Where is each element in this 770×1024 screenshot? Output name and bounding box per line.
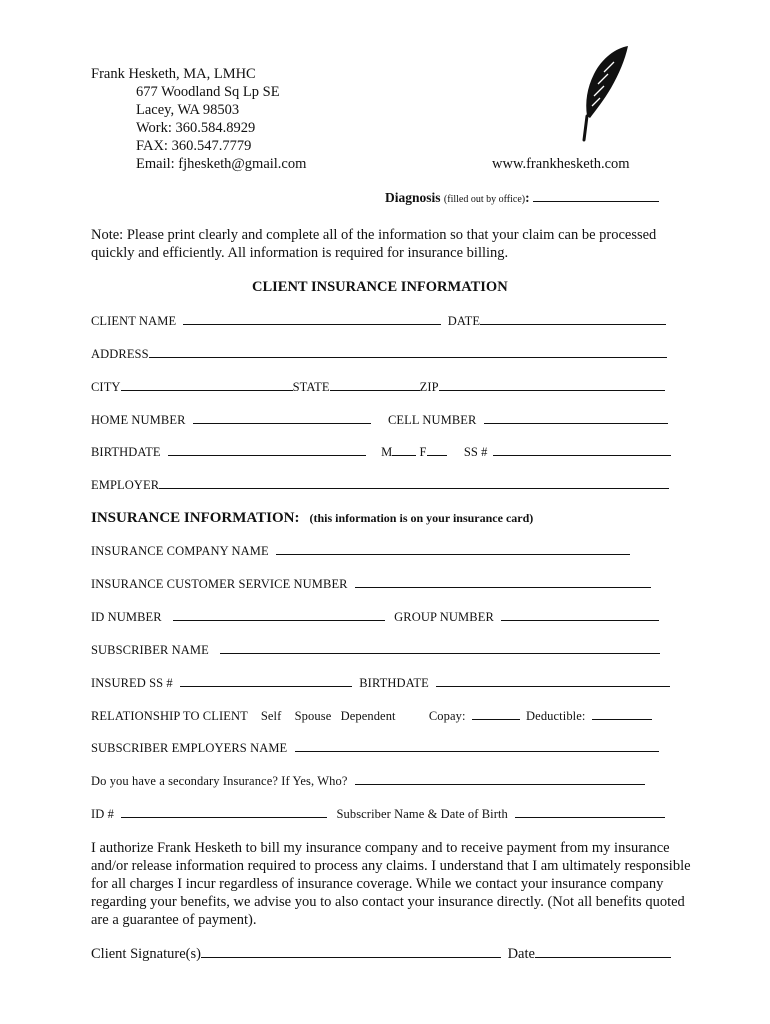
subscriber-employer-field[interactable] (295, 740, 659, 752)
fax-number: FAX: 360.547.7779 (136, 138, 252, 154)
city-label: CITY (91, 380, 121, 394)
client-name-row (91, 313, 666, 329)
deductible-field[interactable] (592, 708, 652, 720)
copay-field[interactable] (472, 708, 520, 720)
male-field[interactable] (392, 444, 416, 456)
deductible-label: Deductible: (526, 709, 586, 723)
subscriber-birthdate-field[interactable] (436, 675, 670, 687)
subscriber-employer-label: SUBSCRIBER EMPLOYERS NAME (91, 741, 288, 755)
male-label: M (381, 445, 393, 459)
client-section-title: CLIENT INSURANCE INFORMATION (252, 279, 508, 295)
diagnosis-sublabel: (filled out by office) (443, 194, 526, 205)
secondary-subscriber-field[interactable] (515, 806, 665, 818)
insurance-company-row (91, 543, 630, 559)
date-label: DATE (447, 314, 481, 328)
birthdate-row (91, 444, 671, 460)
insurance-subtitle: (this information is on your insurance card) (309, 511, 534, 525)
signature-field[interactable] (201, 944, 501, 958)
id-number-field[interactable] (173, 609, 385, 621)
date-field[interactable] (480, 313, 666, 325)
subscriber-birthdate-label: BIRTHDATE (359, 676, 429, 690)
customer-service-label: INSURANCE CUSTOMER SERVICE NUMBER (91, 577, 348, 591)
diagnosis-line (385, 190, 659, 206)
relationship-dependent-option[interactable]: Dependent (340, 709, 396, 723)
cell-number-field[interactable] (484, 412, 668, 424)
secondary-subscriber-label: Subscriber Name & Date of Birth (336, 807, 508, 821)
relationship-self-option[interactable]: Self (260, 709, 282, 723)
birthdate-field[interactable] (168, 444, 366, 456)
note-text: Note: Please print clearly and complete all of the information so that your claim can be processed quickly and efficiently. All information is required for insurance billing. (91, 227, 657, 261)
copay-label: Copay: (428, 709, 466, 723)
insurance-company-field[interactable] (276, 543, 630, 555)
email: Email: fjhesketh@gmail.com (136, 156, 307, 172)
signature-date-field[interactable] (535, 944, 671, 958)
city-field[interactable] (121, 379, 293, 391)
diagnosis-colon: : (525, 190, 530, 205)
birthdate-label: BIRTHDATE (91, 445, 161, 459)
cell-number-label: CELL NUMBER (387, 413, 477, 427)
address-line-1: 677 Woodland Sq Lp SE (136, 84, 280, 100)
subscriber-name-label: SUBSCRIBER NAME (91, 643, 209, 657)
id-group-row (91, 609, 659, 625)
signature-date-label: Date (507, 946, 535, 962)
group-number-field[interactable] (501, 609, 659, 621)
employer-row (91, 477, 669, 493)
employer-field[interactable] (159, 477, 669, 489)
subscriber-employer-row (91, 740, 659, 756)
relationship-label: RELATIONSHIP TO CLIENT (91, 709, 248, 723)
client-name-label: CLIENT NAME (91, 314, 177, 328)
id-number-label: ID NUMBER (91, 610, 162, 624)
address-line-2: Lacey, WA 98503 (136, 102, 240, 118)
relationship-row (91, 708, 652, 724)
signature-row (91, 944, 671, 963)
diagnosis-field[interactable] (533, 190, 659, 202)
state-field[interactable] (330, 379, 420, 391)
authorization-text: I authorize Frank Hesketh to bill my insurance company and to receive payment from my insurance and/or release information required to process any claims. I understand that I am ultimately responsible for all charges I incur regardless of insurance coverage. While we contact your insurance company regarding your benefits, we advise you to also contact your insurance directly. (Not all benefits quoted are a guarantee of payment). (91, 840, 691, 928)
ss-field[interactable] (493, 444, 671, 456)
state-label: STATE (292, 380, 330, 394)
city-row (91, 379, 665, 395)
address-label: ADDRESS (91, 347, 149, 361)
secondary-id-row (91, 806, 665, 822)
insurance-section-title (91, 509, 533, 527)
subscriber-name-field[interactable] (220, 642, 660, 654)
signature-label: Client Signature(s) (91, 946, 201, 962)
relationship-spouse-option[interactable]: Spouse (294, 709, 332, 723)
feather-icon (578, 44, 634, 144)
secondary-id-label: ID # (91, 807, 114, 821)
insurance-company-label: INSURANCE COMPANY NAME (91, 544, 269, 558)
zip-field[interactable] (439, 379, 665, 391)
insured-ss-row (91, 675, 670, 691)
secondary-insurance-field[interactable] (355, 773, 645, 785)
subscriber-name-row (91, 642, 660, 658)
client-name-field[interactable] (183, 313, 441, 325)
insured-ss-label: INSURED SS # (91, 676, 173, 690)
address-field[interactable] (149, 346, 667, 358)
secondary-insurance-label: Do you have a secondary Insurance? If Yes, Who? (91, 774, 348, 788)
website: www.frankhesketh.com (492, 156, 630, 172)
provider-name: Frank Hesketh, MA, LMHC (91, 66, 256, 82)
insured-ss-field[interactable] (180, 675, 352, 687)
female-label: F (419, 445, 427, 459)
home-number-label: HOME NUMBER (91, 413, 186, 427)
secondary-insurance-row (91, 773, 645, 789)
female-field[interactable] (427, 444, 447, 456)
customer-service-field[interactable] (355, 576, 651, 588)
employer-label: EMPLOYER (91, 478, 160, 492)
group-number-label: GROUP NUMBER (394, 610, 494, 624)
address-row (91, 346, 667, 362)
ss-label: SS # (463, 445, 488, 459)
customer-service-row (91, 576, 651, 592)
secondary-id-field[interactable] (121, 806, 327, 818)
work-phone: Work: 360.584.8929 (136, 120, 256, 136)
insurance-title: INSURANCE INFORMATION: (91, 510, 300, 526)
home-number-field[interactable] (193, 412, 371, 424)
phone-row (91, 412, 668, 428)
zip-label: ZIP (419, 380, 439, 394)
diagnosis-label: Diagnosis (385, 190, 441, 205)
